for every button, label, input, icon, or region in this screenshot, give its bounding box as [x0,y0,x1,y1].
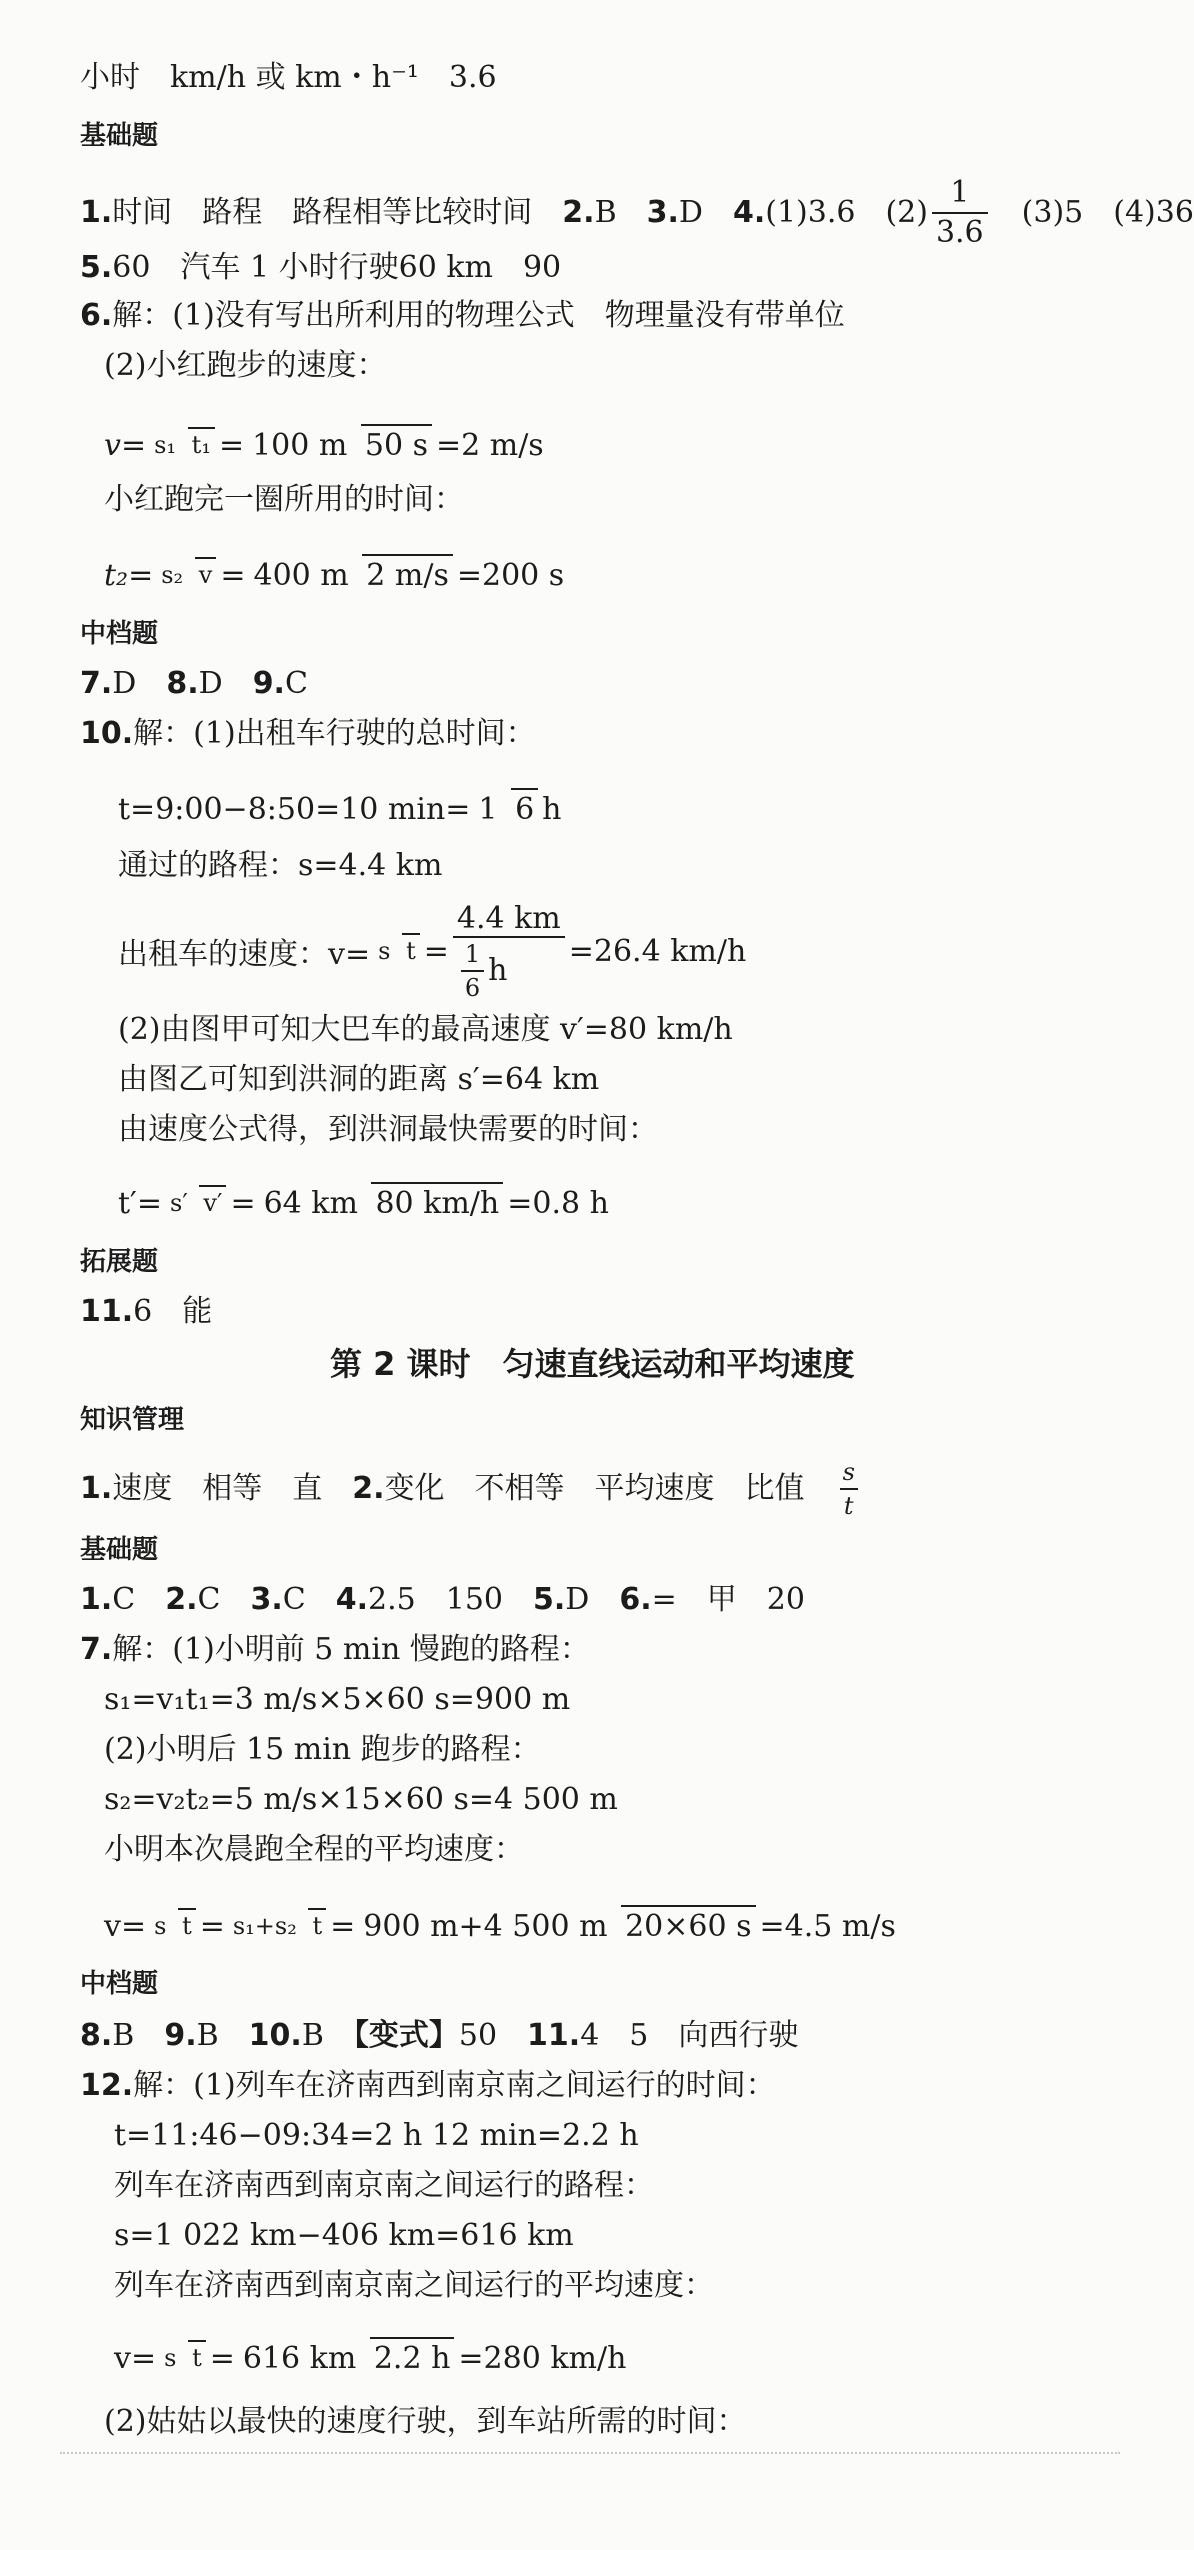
q-number: 8. [166,666,199,701]
fraction-numerator: s₂ [161,561,184,589]
answer-text: 4 5 向西行驶 [580,2018,799,2053]
fraction-denominator: 2 m/s [362,554,453,593]
q-number: 1. [80,1471,113,1506]
fraction-numerator: 616 km [242,2340,357,2376]
answer-line-11 [80,1292,212,1332]
eq-lhs: v= [104,427,147,463]
answer-line-1-4 [80,175,1194,250]
q-number: 8. [80,2018,113,2053]
answer-line-5 [80,248,561,288]
answer-text: 6 能 [133,1294,213,1329]
fraction-numerator: s [154,1912,167,1940]
fraction-numerator: s₁ [154,431,177,459]
fraction [157,561,216,589]
heading-medium-2: 中档题 [80,1969,159,1999]
fraction-numerator: s [378,937,391,965]
fraction-denominator: t [402,933,420,965]
solution-line: 通过的路程：s=4.4 km [118,848,443,883]
eq-sign: = [230,1185,256,1221]
equation [104,400,544,490]
answer-line-6 [80,296,845,336]
eq-rhs: h [542,791,562,827]
eq-sign: = [423,933,449,969]
answer-line-10 [80,714,536,754]
q-number: 4. [732,195,766,230]
q-number: 10. [80,716,134,751]
fraction-numerator: 900 m+4 500 m [363,1908,608,1944]
fraction-denominator [453,936,565,1002]
fraction-numerator: 100 m [252,427,348,463]
fraction-denominator: v′ [199,1185,226,1217]
eq-rhs: =0.8 h [507,1185,609,1221]
answer-text: C [112,1582,166,1617]
fraction [150,1912,196,1940]
eq-sign: = [220,557,246,593]
heading-basic-1: 基础题 [80,121,159,151]
fraction-denominator: t [308,1908,326,1940]
answer-line-b1-6 [80,1580,805,1620]
eq-rhs: =280 km/h [458,2340,627,2376]
answer-text: B [112,2018,165,2053]
fraction-denominator: t [178,1908,196,1940]
answer-text: 变化 不相等 平均速度 比值 [384,1471,835,1506]
fraction-numerator: s [164,2344,177,2372]
answer-line-b7 [80,1630,590,1670]
solution-line: (2)小红跑步的速度： [104,348,387,383]
answer-text: (1)3.6 (2) [765,195,928,230]
equation [118,896,746,1006]
answer-text: C [284,666,308,701]
q-number: 12. [80,2068,134,2103]
eq-lhs: v= [114,2340,157,2376]
q-number: 10. [248,2018,302,2053]
solution-line: 列车在济南西到南京南之间运行的平均速度： [114,2268,714,2303]
nested-fraction [461,940,484,1002]
answer-text: 解：(1)出租车行驶的总时间： [133,716,536,751]
answer-text: (3)5 (4)36 [991,195,1194,230]
fraction [474,792,538,827]
answer-text: 50 [458,2018,528,2053]
solution-line: s=1 022 km−406 km=616 km [114,2218,574,2253]
fraction [250,558,453,593]
q-number: 2. [562,195,595,230]
q-number: 2. [352,1471,385,1506]
intro-line: 小时 km/h 或 km・h⁻¹ 3.6 [80,60,497,95]
fraction-denominator: 3.6 [932,212,988,250]
solution-line: (2)由图甲可知大巴车的最高速度 v′=80 km/h [118,1012,733,1047]
page-bottom-dotted-rule [60,2452,1120,2456]
fraction-numerator: 1 [478,791,498,827]
eq-sign: = [199,1908,225,1944]
solution-line: (2)小明后 15 min 跑步的路程： [104,1732,541,1767]
eq-rhs: =26.4 km/h [568,933,747,969]
q-number: 7. [80,666,113,701]
answer-text: 解：(1)没有写出所利用的物理公式 物理量没有带单位 [112,298,845,333]
fraction-numerator: 64 km [263,1185,358,1221]
fraction [453,901,565,1002]
answer-text: 60 汽车 1 小时行驶60 km 90 [112,250,562,285]
heading-knowledge: 知识管理 [80,1405,185,1435]
fraction-denominator: 80 km/h [371,1182,503,1221]
fraction [239,2341,455,2376]
answer-line-m8-11 [80,2016,798,2056]
q-number: 11. [80,1294,134,1329]
eq-sign: = [330,1908,356,1944]
q-number: 11. [527,2018,581,2053]
solution-line: s₂=v₂t₂=5 m/s×15×60 s=4 500 m [104,1782,618,1817]
equation [118,766,561,852]
answer-text: B [196,2018,249,2053]
fraction-numerator: s [842,1458,855,1486]
fraction-denominator: 2.2 h [370,2337,455,2376]
solution-line: 小明本次晨跑全程的平均速度： [104,1832,524,1867]
eq-rhs: =200 s [456,557,565,593]
fraction-numerator: 400 m [253,557,349,593]
eq-lhs: t₂= [104,557,154,593]
fraction-denominator: t [188,2340,206,2372]
answer-line-7-9 [80,664,308,704]
answer-text: D [565,1582,620,1617]
fraction [260,1186,504,1221]
answer-text: = 甲 20 [651,1582,805,1617]
fraction-denominator: t [840,1488,858,1520]
fraction-numerator: s₁+s₂ [232,1912,297,1940]
solution-line: 列车在济南西到南京南之间运行的路程： [114,2168,654,2203]
q-number: 9. [164,2018,197,2053]
answer-text: 速度 相等 直 [112,1471,353,1506]
fraction [150,431,215,459]
eq-rhs: =4.5 m/s [759,1908,896,1944]
q-number: 9. [252,666,285,701]
fraction-numerator: s′ [170,1189,188,1217]
answer-text: C [197,1582,251,1617]
eq-sign: = [218,427,245,463]
solution-line: 小红跑完一圈所用的时间： [104,482,464,517]
fraction-numerator: 4.4 km [456,900,561,936]
q-number: 3. [646,195,679,230]
heading-extension: 拓展题 [80,1247,159,1277]
fraction [839,1458,859,1520]
equation [104,530,564,620]
eq-lhs: t′= [118,1185,163,1221]
eq-rhs: =2 m/s [435,427,544,463]
fraction [166,1189,226,1217]
heading-medium-1: 中档题 [80,619,159,649]
q-number: 5. [80,250,113,285]
answer-line-k1-2 [80,1454,863,1524]
answer-text: D [678,195,733,230]
q-number: 3. [250,1582,283,1617]
fraction [160,2344,206,2372]
fraction-denominator: v [195,557,217,589]
fraction-numerator: 1 [950,175,970,210]
fraction [374,937,420,965]
solution-line: 由速度公式得，到洪洞最快需要的时间： [118,1112,658,1147]
equation [104,1880,896,1972]
equation [114,2314,626,2402]
q-number: 6. [80,298,113,333]
answer-text: D [112,666,167,701]
answer-text: B [301,2018,354,2053]
q-number: 4. [335,1582,369,1617]
heading-basic-2: 基础题 [80,1535,159,1565]
solution-line: 由图乙可知到洪洞的距离 s′=64 km [118,1062,600,1097]
answer-text: 时间 路程 路程相等比较时间 [112,195,563,230]
q-number: 1. [80,195,113,230]
answer-text: D [198,666,253,701]
fraction-denominator: t₁ [188,427,215,459]
answer-text: C [282,1582,336,1617]
answer-text: 解：(1)小明前 5 min 慢跑的路程： [112,1632,590,1667]
fraction [359,1909,755,1944]
q-number: 1. [80,1582,113,1617]
variant-label: 【变式】 [353,2018,459,2053]
unit: h [488,952,508,988]
fraction-denominator: 6 [461,970,484,1002]
eq-lhs: v= [104,1908,147,1944]
eq-lhs: t=9:00−8:50=10 min= [118,791,471,827]
solution-line: t=11:46−09:34=2 h 12 min=2.2 h [114,2118,639,2153]
solution-line: (2)姑姑以最快的速度行驶，到车站所需的时间： [104,2404,747,2439]
q-number: 6. [619,1582,652,1617]
equation [118,1158,609,1248]
solution-line: s₁=v₁t₁=3 m/s×5×60 s=900 m [104,1682,571,1717]
answer-line-m12 [80,2066,776,2106]
fraction-denominator: 20×60 s [621,1905,755,1944]
fraction [932,176,988,250]
answer-text: 2.5 150 [368,1582,534,1617]
q-number: 7. [80,1632,113,1667]
fraction [248,428,432,463]
eq-lhs: 出租车的速度：v= [118,937,371,972]
fraction-denominator: 6 [511,788,538,827]
section-title: 第 2 课时 匀速直线运动和平均速度 [330,1345,855,1383]
fraction-denominator: 50 s [361,424,432,463]
eq-sign: = [209,2340,235,2376]
fraction-numerator: 1 [464,939,481,968]
fraction [229,1912,326,1940]
q-number: 5. [533,1582,566,1617]
q-number: 2. [165,1582,198,1617]
answer-text: 解：(1)列车在济南西到南京南之间运行的时间： [133,2068,776,2103]
answer-text: B [594,195,647,230]
